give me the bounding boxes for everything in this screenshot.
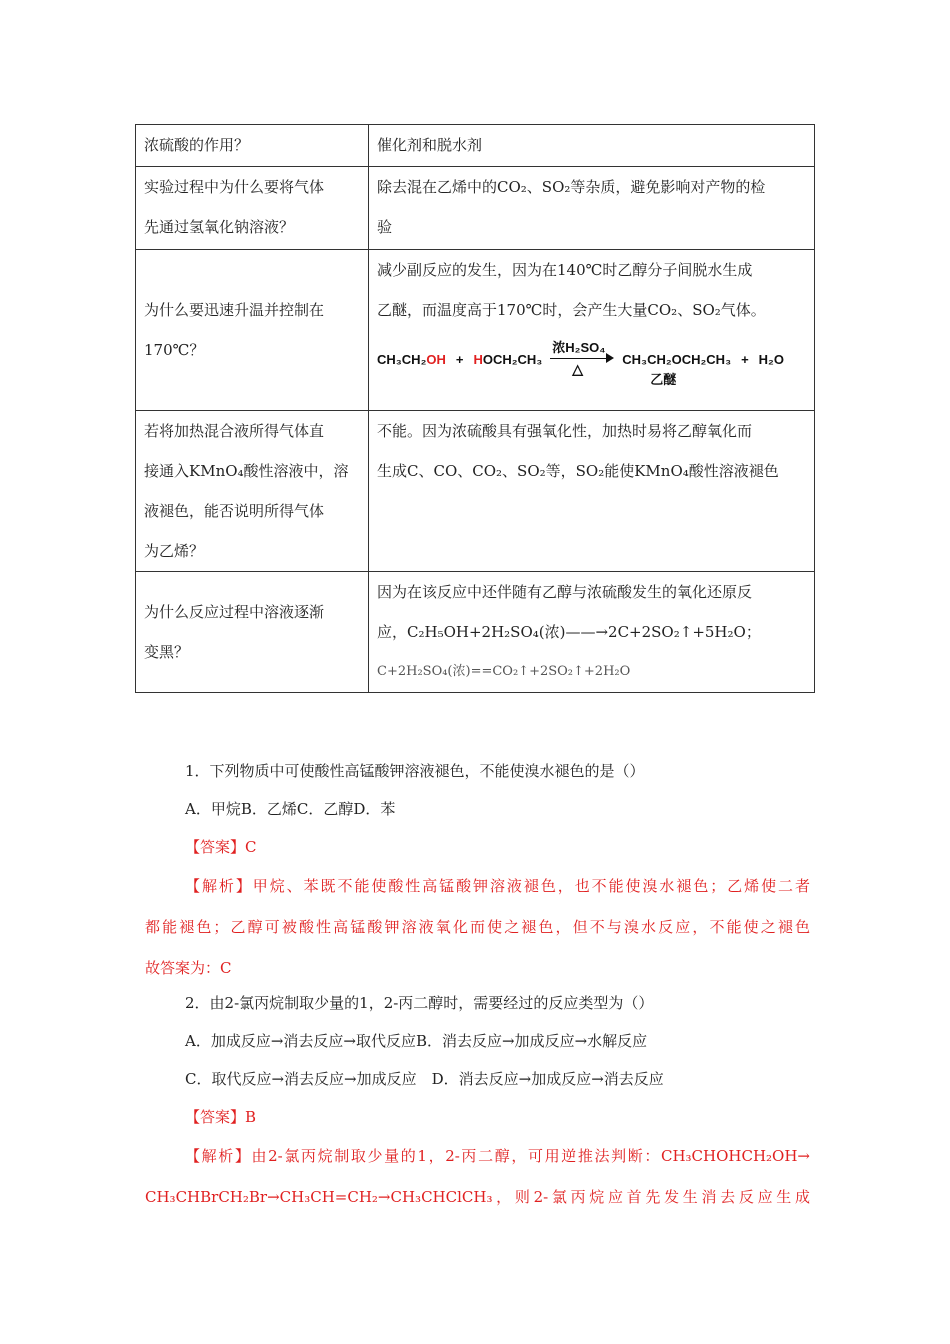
question-options: A．加成反应→消去反应→取代反应B．消去反应→加成反应→水解反应 xyxy=(185,1032,648,1050)
cell-line: 除去混在乙烯中的CO₂、SO₂等杂质，避免影响对产物的检 xyxy=(377,178,766,196)
cell-line: 接通入KMnO₄酸性溶液中，溶 xyxy=(144,462,349,480)
cell-line: 生成C、CO、CO₂、SO₂等，SO₂能使KMnO₄酸性溶液褪色 xyxy=(377,462,779,480)
answer-cell xyxy=(369,572,815,693)
question-stem: 2．由2-氯丙烷制取少量的1，2-丙二醇时，需要经过的反应类型为（） xyxy=(185,994,654,1012)
cell-line: 验 xyxy=(377,218,393,236)
product-1-label: 乙醚 xyxy=(650,372,677,387)
plus-sign: + xyxy=(455,352,464,367)
question-stem: 1．下列物质中可使酸性高锰酸钾溶液褪色，不能使溴水褪色的是（） xyxy=(185,762,645,780)
table-row xyxy=(136,411,815,572)
cell-line: 减少副反应的发生，因为在140℃时乙醇分子间脱水生成 xyxy=(377,261,753,279)
question-cell xyxy=(136,167,369,250)
cell-line: 实验过程中为什么要将气体 xyxy=(144,178,325,196)
cell-line: C+2H₂SO₄(浓)==CO₂↑+2SO₂↑+2H₂O xyxy=(377,664,631,679)
arrow-head-icon xyxy=(606,353,614,363)
question-cell xyxy=(136,411,369,572)
answer-cell xyxy=(369,250,815,411)
cell-line: 若将加热混合液所得气体直 xyxy=(144,422,325,440)
reaction-arrow xyxy=(550,340,614,380)
table-row xyxy=(136,125,815,167)
cell-line: 乙醚，而温度高于170℃时，会产生大量CO₂、SO₂气体。 xyxy=(377,301,766,319)
condition-top: 浓H₂SO₄ xyxy=(552,340,606,355)
table-row xyxy=(136,250,815,411)
question-cell: 浓硫酸的作用？ xyxy=(136,125,369,167)
answer-cell xyxy=(369,411,815,572)
question-1 xyxy=(145,752,810,989)
cell-line: 170℃？ xyxy=(144,341,205,359)
product-2: H₂O xyxy=(758,352,784,367)
qa-table xyxy=(135,124,815,693)
reactant-2: HOCH₂CH₃ xyxy=(473,352,543,367)
product-1: CH₃CH₂OCH₂CH₃ 乙醚 xyxy=(622,352,732,387)
cell-line: 液褪色，能否说明所得气体 xyxy=(144,502,325,520)
cell-line: 为什么要迅速升温并控制在 xyxy=(144,301,325,319)
cell-line: 因为在该反应中还伴随有乙醇与浓硫酸发生的氧化还原反 xyxy=(377,583,753,601)
condition-bottom: △ xyxy=(572,361,584,377)
answer-cell: 催化剂和脱水剂 xyxy=(369,125,815,167)
analysis-line: 都能褪色；乙醇可被酸性高锰酸钾溶液氧化而使之褪色，但不与溴水反应，不能使之褪色 xyxy=(145,918,810,936)
cell-line: 为什么反应过程中溶液逐渐 xyxy=(144,603,325,621)
question-options: C．取代反应→消去反应→加成反应 D．消去反应→加成反应→消去反应 xyxy=(185,1070,664,1088)
cell-line: 不能。因为浓硫酸具有强氧化性，加热时易将乙醇氧化而 xyxy=(377,422,753,440)
cell-line: 应，C₂H₅OH+2H₂SO₄(浓)——→2C+2SO₂↑+5H₂O； xyxy=(377,623,761,641)
table-row xyxy=(136,572,815,693)
question-options: A．甲烷B．乙烯C．乙醇D．苯 xyxy=(185,800,396,818)
question-2 xyxy=(145,984,810,1218)
plus-sign: + xyxy=(741,352,749,367)
answer-line: 【答案】C xyxy=(185,838,257,856)
cell-line: 为乙烯？ xyxy=(144,542,205,560)
question-cell xyxy=(136,250,369,411)
analysis-line: 【解析】由2-氯丙烷制取少量的1，2-丙二醇，可用逆推法判断：CH₃CHOHCH₂OH→ xyxy=(185,1147,810,1165)
table-row xyxy=(136,167,815,250)
chemical-equation xyxy=(377,340,806,387)
cell-line: 先通过氢氧化钠溶液？ xyxy=(144,218,295,236)
answer-line: 【答案】B xyxy=(185,1108,257,1126)
reactant-1: CH₃CH₂OH xyxy=(377,352,446,367)
analysis-line: CH₃CHBrCH₂Br→CH₃CH=CH₂→CH₃CHClCH₃，则2-氯丙烷应首先发生消去反应生成 xyxy=(145,1188,810,1206)
analysis-line: 故答案为：C xyxy=(145,959,232,977)
analysis-line: 【解析】甲烷、苯既不能使酸性高锰酸钾溶液褪色，也不能使溴水褪色；乙烯使二者 xyxy=(185,877,810,895)
cell-line: 变黑？ xyxy=(144,643,190,661)
answer-cell xyxy=(369,167,815,250)
question-cell xyxy=(136,572,369,693)
